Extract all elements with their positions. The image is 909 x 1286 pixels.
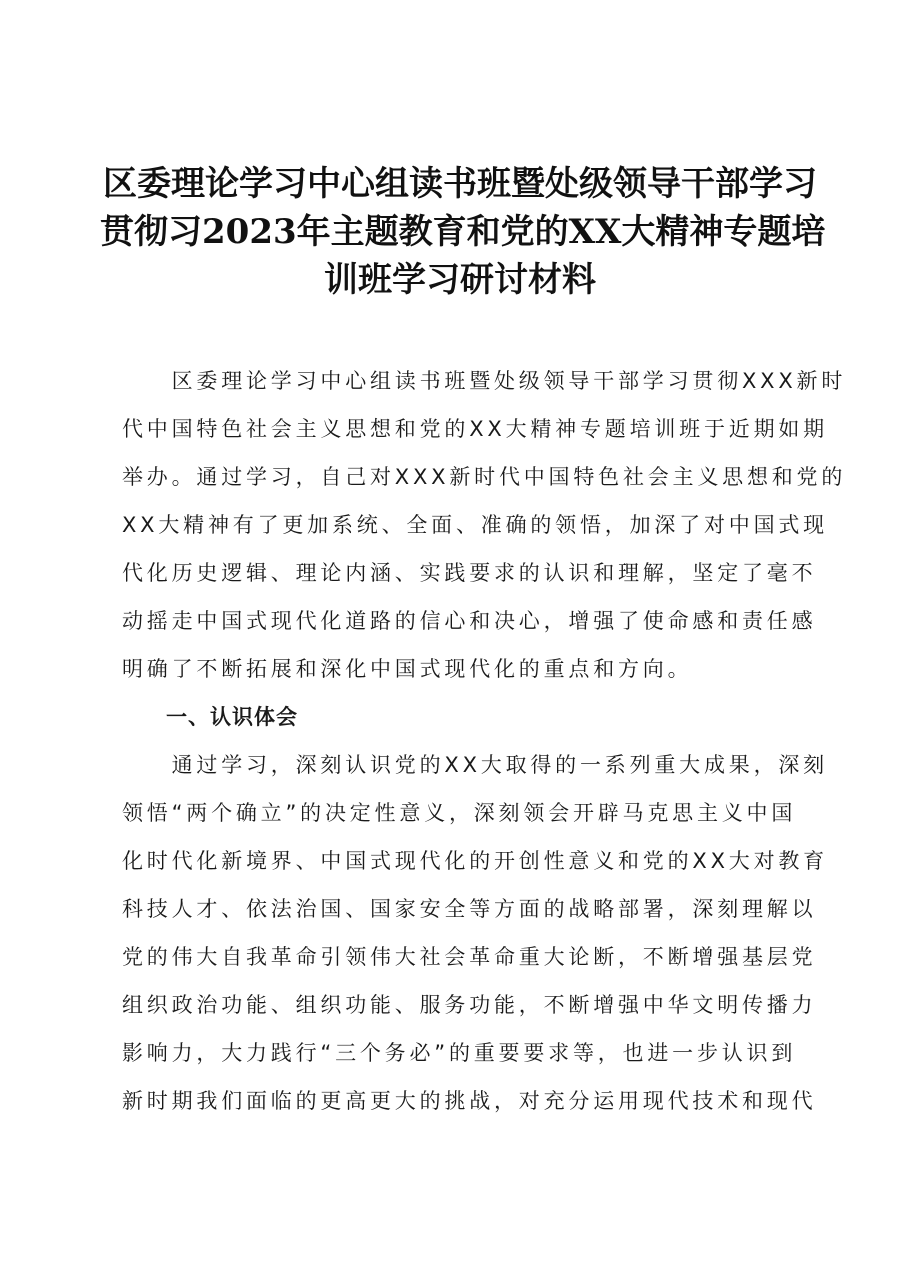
title-line-1: 区委理论学习中心组读书班暨处级领导干部学习 xyxy=(103,164,817,204)
paragraph-line: 党的伟大自我革命引领伟大社会革命重大论断，不断增强基层党 xyxy=(122,945,817,969)
title-line-3: 训班学习研讨材料 xyxy=(324,260,596,300)
document-body xyxy=(122,357,847,1125)
paragraph-line: 化时代化新境界、中国式现代化的开创性意义和党的XX大对教育 xyxy=(122,849,828,873)
paragraph-line: XX大精神有了更加系统、全面、准确的领悟，加深了对中国式现 xyxy=(122,513,828,537)
paragraph-understanding xyxy=(122,741,828,1125)
paragraph-intro xyxy=(122,357,847,693)
paragraph-line: 影响力，大力践行“三个务必”的重要要求等，也进一步认识到 xyxy=(122,1041,797,1065)
title-line-2: 贯彻习2023年主题教育和党的XX大精神专题培 xyxy=(100,212,826,252)
paragraph-line: 明确了不断拓展和深化中国式现代化的重点和方向。 xyxy=(122,657,693,681)
paragraph-line: 举办。通过学习，自己对XXX新时代中国特色社会主义思想和党的 xyxy=(122,465,847,489)
paragraph-line: 组织政治功能、组织功能、服务功能，不断增强中华文明传播力 xyxy=(122,993,817,1017)
paragraph-line: 新时期我们面临的更高更大的挑战，对充分运用现代技术和现代 xyxy=(122,1089,817,1113)
paragraph-line: 区委理论学习中心组读书班暨处级领导干部学习贯彻XXX新时 xyxy=(122,369,847,393)
document-title xyxy=(100,160,826,304)
paragraph-line: 动摇走中国式现代化道路的信心和决心，增强了使命感和责任感 xyxy=(122,609,817,633)
paragraph-line: 代化历史逻辑、理论内涵、实践要求的认识和理解，坚定了毫不 xyxy=(122,561,817,585)
section-heading: 一、认识体会 xyxy=(122,705,298,729)
paragraph-line: 通过学习，深刻认识党的XX大取得的一系列重大成果，深刻 xyxy=(122,753,828,777)
paragraph-line: 代中国特色社会主义思想和党的XX大精神专题培训班于近期如期 xyxy=(122,417,828,441)
paragraph-line: 科技人才、依法治国、国家安全等方面的战略部署，深刻理解以 xyxy=(122,897,817,921)
paragraph-line: 领悟“两个确立”的决定性意义，深刻领会开辟马克思主义中国 xyxy=(122,801,797,825)
